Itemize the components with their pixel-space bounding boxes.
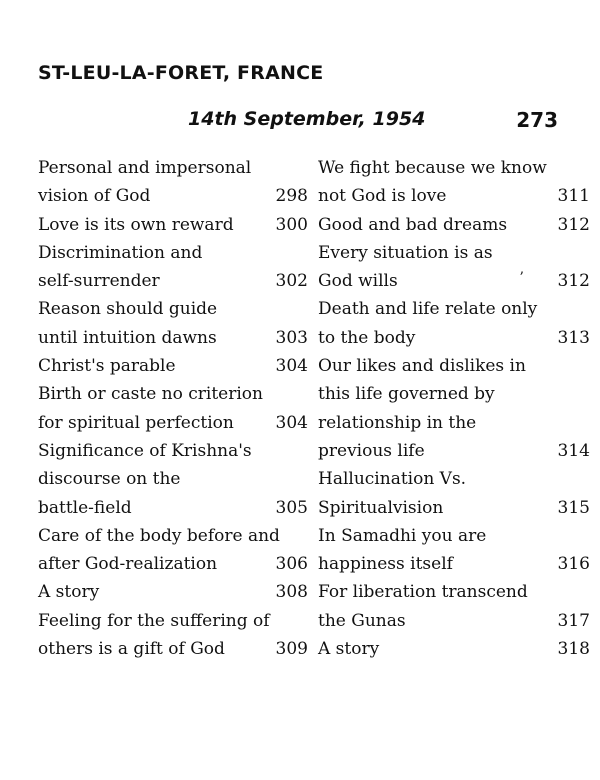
entry-text: A story	[38, 582, 100, 603]
list-item	[38, 154, 308, 182]
contents-right-column	[318, 154, 590, 663]
entry-page	[302, 465, 308, 493]
entry-page	[584, 522, 590, 550]
list-item	[318, 465, 590, 493]
entry-text: not God is love	[318, 186, 447, 207]
entry-page	[302, 522, 308, 550]
entry-text: Discrimination and	[38, 242, 203, 263]
entry-text: relationship in the	[318, 412, 477, 433]
entry-page: 312	[557, 214, 590, 235]
entry-page	[584, 295, 590, 323]
entry-text: God wills	[318, 271, 398, 292]
entry-text: Christ's parable	[38, 356, 176, 377]
entry-text: happiness itself	[318, 554, 453, 575]
entry-page	[584, 154, 590, 182]
entry-page	[584, 578, 590, 606]
entry-page	[302, 380, 308, 408]
list-item	[38, 550, 308, 578]
list-item	[318, 154, 590, 182]
entry-text: until intuition dawns	[38, 327, 217, 348]
list-item	[38, 380, 308, 408]
entry-page: 312	[557, 271, 590, 292]
list-item	[318, 635, 590, 663]
contents-left-column	[38, 154, 308, 663]
list-item	[38, 239, 308, 267]
entry-page: 298	[275, 186, 308, 207]
entry-text: Care of the body before and	[38, 525, 280, 546]
entry-page: 315	[557, 497, 590, 518]
entry-page: 313	[557, 327, 590, 348]
entry-page	[302, 607, 308, 635]
entry-page: 317	[557, 610, 590, 631]
list-item	[318, 324, 590, 352]
list-item	[38, 465, 308, 493]
entry-text: A story	[318, 639, 380, 660]
entry-text: Good and bad dreams	[318, 214, 508, 235]
entry-text: previous life	[318, 440, 425, 461]
entry-text: to the body	[318, 327, 416, 348]
list-item	[318, 578, 590, 606]
list-item	[38, 578, 308, 606]
list-item	[38, 437, 308, 465]
list-item	[38, 352, 308, 380]
entry-page: 316	[557, 554, 590, 575]
list-item	[318, 211, 590, 239]
list-item	[318, 550, 590, 578]
entry-page	[302, 239, 308, 267]
entry-text: vision of God	[38, 186, 151, 207]
entry-page	[302, 154, 308, 182]
entry-text: We fight because we know	[318, 158, 547, 178]
list-item	[38, 324, 308, 352]
list-item	[38, 182, 308, 210]
entry-text: this life governed by	[318, 384, 495, 405]
entry-text: Hallucination Vs.	[318, 469, 467, 490]
list-item	[38, 295, 308, 323]
location-heading: ST-LEU-LA-FORET, FRANCE	[38, 62, 324, 84]
entry-page: 311	[557, 186, 590, 207]
entry-page: 309	[275, 639, 308, 660]
entry-page: 318	[557, 639, 590, 660]
entry-page: 304	[275, 356, 308, 377]
entry-text: Reason should guide	[38, 299, 218, 320]
entry-text: Love is its own reward	[38, 214, 234, 235]
list-item	[318, 409, 590, 437]
entry-text: Spiritualvision	[318, 497, 444, 518]
entry-page	[584, 239, 590, 267]
entry-page	[584, 380, 590, 408]
list-item	[318, 182, 590, 210]
entry-text: In Samadhi you are	[318, 525, 487, 546]
entry-text: for spiritual perfection	[38, 412, 234, 433]
entry-text: Death and life relate only	[318, 299, 538, 320]
entry-text: Every situation is as	[318, 242, 493, 263]
entry-text: Feeling for the suffering of	[38, 610, 270, 631]
list-item	[318, 494, 590, 522]
list-item	[318, 437, 590, 465]
list-item	[318, 267, 590, 295]
page-number: 273	[516, 108, 558, 132]
list-item	[318, 380, 590, 408]
list-item	[38, 607, 308, 635]
entry-text: discourse on the	[38, 469, 181, 490]
list-item	[38, 211, 308, 239]
entry-page: 314	[557, 440, 590, 461]
entry-text: the Gunas	[318, 610, 406, 631]
list-item	[38, 635, 308, 663]
entry-page	[584, 352, 590, 380]
entry-page: 304	[275, 412, 308, 433]
entry-page: 302	[275, 271, 308, 292]
list-item	[318, 295, 590, 323]
list-item	[38, 522, 308, 550]
entry-page: 306	[275, 554, 308, 575]
entry-text: Significance of Krishna's	[38, 440, 252, 461]
list-item	[38, 267, 308, 295]
entry-text: battle-field	[38, 497, 132, 518]
date-heading: 14th September, 1954	[188, 108, 426, 130]
entry-text: self-surrender	[38, 271, 160, 292]
stray-print-mark: ʼ	[519, 270, 524, 286]
entry-text: Our likes and dislikes in	[318, 356, 526, 377]
list-item	[318, 352, 590, 380]
list-item	[318, 239, 590, 267]
list-item	[318, 607, 590, 635]
entry-text: others is a gift of God	[38, 639, 225, 660]
entry-page	[584, 409, 590, 437]
entry-text: Birth or caste no criterion	[38, 384, 263, 405]
entry-text: Personal and impersonal	[38, 158, 252, 178]
entry-page	[584, 465, 590, 493]
entry-text: For liberation transcend	[318, 582, 528, 603]
entry-page: 305	[275, 497, 308, 518]
entry-page	[302, 437, 308, 465]
list-item	[318, 522, 590, 550]
entry-page: 303	[275, 327, 308, 348]
list-item	[38, 494, 308, 522]
entry-page: 300	[275, 214, 308, 235]
entry-text: after God-realization	[38, 554, 218, 575]
entry-page	[302, 295, 308, 323]
list-item	[38, 409, 308, 437]
entry-page: 308	[275, 582, 308, 603]
